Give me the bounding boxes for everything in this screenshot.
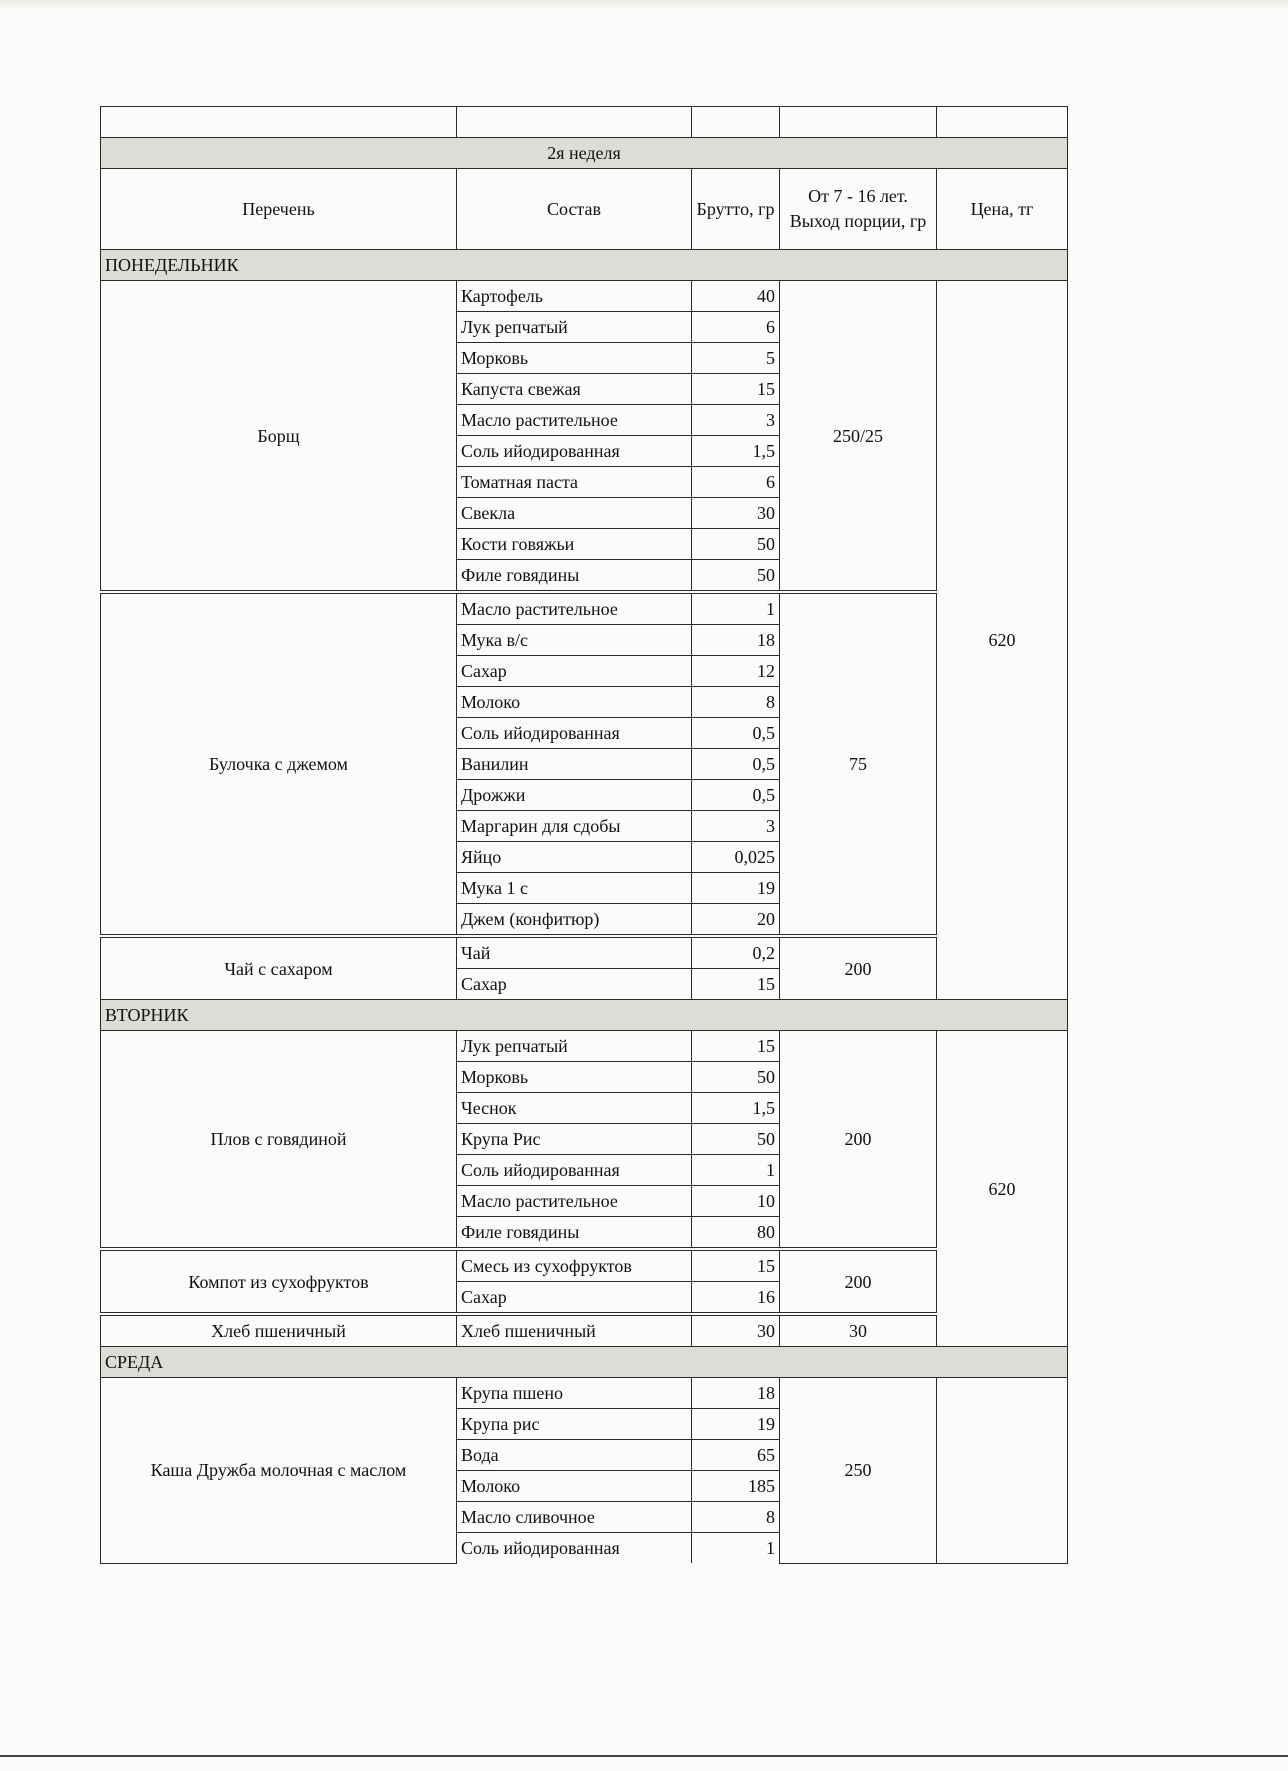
ingredient-name: Соль ийодированная bbox=[457, 1155, 692, 1186]
day-name: ПОНЕДЕЛЬНИК bbox=[101, 250, 1068, 281]
ingredient-gross: 50 bbox=[692, 560, 780, 593]
header-price: Цена, тг bbox=[937, 169, 1068, 250]
ingredient-gross: 5 bbox=[692, 343, 780, 374]
dish-output: 200 bbox=[780, 1249, 937, 1314]
ingredient-row bbox=[101, 281, 1068, 312]
ingredient-gross: 15 bbox=[692, 969, 780, 1000]
ingredient-gross: 0,025 bbox=[692, 842, 780, 873]
ingredient-gross: 3 bbox=[692, 811, 780, 842]
ingredient-gross: 1 bbox=[692, 592, 780, 625]
ingredient-gross: 1,5 bbox=[692, 436, 780, 467]
ingredient-gross: 0,5 bbox=[692, 749, 780, 780]
ingredient-name: Лук репчатый bbox=[457, 312, 692, 343]
ingredient-row bbox=[101, 1378, 1068, 1409]
day-row bbox=[101, 250, 1068, 281]
ingredient-name: Томатная паста bbox=[457, 467, 692, 498]
ingredient-name: Мука в/с bbox=[457, 625, 692, 656]
ingredient-name: Морковь bbox=[457, 343, 692, 374]
blank-cell bbox=[101, 107, 457, 138]
ingredient-name: Молоко bbox=[457, 687, 692, 718]
ingredient-gross: 1 bbox=[692, 1155, 780, 1186]
ingredient-gross: 50 bbox=[692, 1124, 780, 1155]
ingredient-name: Мука 1 с bbox=[457, 873, 692, 904]
day-price: 620 bbox=[937, 1031, 1068, 1347]
ingredient-row bbox=[101, 936, 1068, 969]
dish-output: 200 bbox=[780, 1031, 937, 1250]
header-composition: Состав bbox=[457, 169, 692, 250]
day-price: 620 bbox=[937, 281, 1068, 1000]
dish-name: Булочка с джемом bbox=[101, 592, 457, 936]
dish-output: 30 bbox=[780, 1314, 937, 1347]
ingredient-gross: 3 bbox=[692, 405, 780, 436]
ingredient-row bbox=[101, 1314, 1068, 1347]
scan-edge-bottom bbox=[0, 1755, 1288, 1757]
ingredient-name: Филе говядины bbox=[457, 560, 692, 593]
blank-cell bbox=[780, 107, 937, 138]
blank-cell bbox=[457, 107, 692, 138]
dish-name: Чай с сахаром bbox=[101, 936, 457, 1000]
ingredient-row bbox=[101, 1031, 1068, 1062]
dish-name: Хлеб пшеничный bbox=[101, 1314, 457, 1347]
dish-name: Плов с говядиной bbox=[101, 1031, 457, 1250]
ingredient-gross: 12 bbox=[692, 656, 780, 687]
week-title: 2я неделя bbox=[101, 138, 1068, 169]
ingredient-gross: 18 bbox=[692, 625, 780, 656]
ingredient-gross: 15 bbox=[692, 1031, 780, 1062]
ingredient-gross: 0,2 bbox=[692, 936, 780, 969]
ingredient-gross: 30 bbox=[692, 498, 780, 529]
ingredient-name: Хлеб пшеничный bbox=[457, 1314, 692, 1347]
ingredient-gross: 20 bbox=[692, 904, 780, 937]
day-name: ВТОРНИК bbox=[101, 1000, 1068, 1031]
day-row bbox=[101, 1347, 1068, 1378]
ingredient-gross: 0,5 bbox=[692, 780, 780, 811]
ingredient-name: Джем (конфитюр) bbox=[457, 904, 692, 937]
ingredient-name: Филе говядины bbox=[457, 1217, 692, 1250]
ingredient-gross: 6 bbox=[692, 312, 780, 343]
ingredient-name: Дрожжи bbox=[457, 780, 692, 811]
ingredient-name: Вода bbox=[457, 1440, 692, 1471]
ingredient-row bbox=[101, 592, 1068, 625]
day-row bbox=[101, 1000, 1068, 1031]
ingredient-gross: 1,5 bbox=[692, 1093, 780, 1124]
dish-output: 200 bbox=[780, 936, 937, 1000]
ingredient-name: Лук репчатый bbox=[457, 1031, 692, 1062]
header-name: Перечень bbox=[101, 169, 457, 250]
ingredient-name: Масло сливочное bbox=[457, 1502, 692, 1533]
dish-name: Борщ bbox=[101, 281, 457, 593]
ingredient-name: Маргарин для сдобы bbox=[457, 811, 692, 842]
ingredient-gross: 0,5 bbox=[692, 718, 780, 749]
header-yield: От 7 - 16 лет. Выход порции, гр bbox=[780, 169, 937, 250]
ingredient-gross: 1 bbox=[692, 1533, 780, 1564]
ingredient-name: Сахар bbox=[457, 656, 692, 687]
day-price bbox=[937, 1378, 1068, 1564]
ingredient-name: Крупа рис bbox=[457, 1409, 692, 1440]
menu-table bbox=[100, 106, 1068, 1564]
ingredient-gross: 8 bbox=[692, 1502, 780, 1533]
dish-output: 75 bbox=[780, 592, 937, 936]
blank-cell bbox=[692, 107, 780, 138]
blank-cell bbox=[937, 107, 1068, 138]
ingredient-name: Свекла bbox=[457, 498, 692, 529]
ingredient-gross: 185 bbox=[692, 1471, 780, 1502]
scan-edge-top bbox=[0, 0, 1288, 10]
ingredient-gross: 18 bbox=[692, 1378, 780, 1409]
ingredient-name: Капуста свежая bbox=[457, 374, 692, 405]
ingredient-name: Морковь bbox=[457, 1062, 692, 1093]
ingredient-name: Соль ийодированная bbox=[457, 718, 692, 749]
ingredient-name: Яйцо bbox=[457, 842, 692, 873]
ingredient-gross: 6 bbox=[692, 467, 780, 498]
ingredient-gross: 15 bbox=[692, 1249, 780, 1282]
ingredient-gross: 10 bbox=[692, 1186, 780, 1217]
ingredient-name: Сахар bbox=[457, 969, 692, 1000]
header-row bbox=[101, 169, 1068, 250]
dish-output: 250/25 bbox=[780, 281, 937, 593]
ingredient-gross: 80 bbox=[692, 1217, 780, 1250]
blank-row bbox=[101, 107, 1068, 138]
ingredient-gross: 30 bbox=[692, 1314, 780, 1347]
dish-output: 250 bbox=[780, 1378, 937, 1564]
week-title-row bbox=[101, 138, 1068, 169]
ingredient-name: Крупа пшено bbox=[457, 1378, 692, 1409]
header-gross: Брутто, гр bbox=[692, 169, 780, 250]
ingredient-gross: 50 bbox=[692, 1062, 780, 1093]
ingredient-name: Чеснок bbox=[457, 1093, 692, 1124]
ingredient-gross: 50 bbox=[692, 529, 780, 560]
ingredient-name: Ванилин bbox=[457, 749, 692, 780]
day-name: СРЕДА bbox=[101, 1347, 1068, 1378]
ingredient-name: Масло растительное bbox=[457, 592, 692, 625]
ingredient-gross: 8 bbox=[692, 687, 780, 718]
dish-name: Каша Дружба молочная с маслом bbox=[101, 1378, 457, 1564]
ingredient-name: Картофель bbox=[457, 281, 692, 312]
ingredient-gross: 65 bbox=[692, 1440, 780, 1471]
ingredient-name: Соль ийодированная bbox=[457, 1533, 692, 1564]
ingredient-gross: 15 bbox=[692, 374, 780, 405]
ingredient-gross: 40 bbox=[692, 281, 780, 312]
ingredient-name: Молоко bbox=[457, 1471, 692, 1502]
ingredient-name: Смесь из сухофруктов bbox=[457, 1249, 692, 1282]
ingredient-row bbox=[101, 1249, 1068, 1282]
ingredient-name: Кости говяжьи bbox=[457, 529, 692, 560]
dish-name: Компот из сухофруктов bbox=[101, 1249, 457, 1314]
ingredient-name: Соль ийодированная bbox=[457, 436, 692, 467]
ingredient-gross: 16 bbox=[692, 1282, 780, 1315]
ingredient-name: Крупа Рис bbox=[457, 1124, 692, 1155]
menu-table-body bbox=[101, 107, 1068, 1564]
ingredient-name: Сахар bbox=[457, 1282, 692, 1315]
ingredient-name: Масло растительное bbox=[457, 405, 692, 436]
ingredient-name: Чай bbox=[457, 936, 692, 969]
ingredient-gross: 19 bbox=[692, 1409, 780, 1440]
ingredient-gross: 19 bbox=[692, 873, 780, 904]
ingredient-name: Масло растительное bbox=[457, 1186, 692, 1217]
